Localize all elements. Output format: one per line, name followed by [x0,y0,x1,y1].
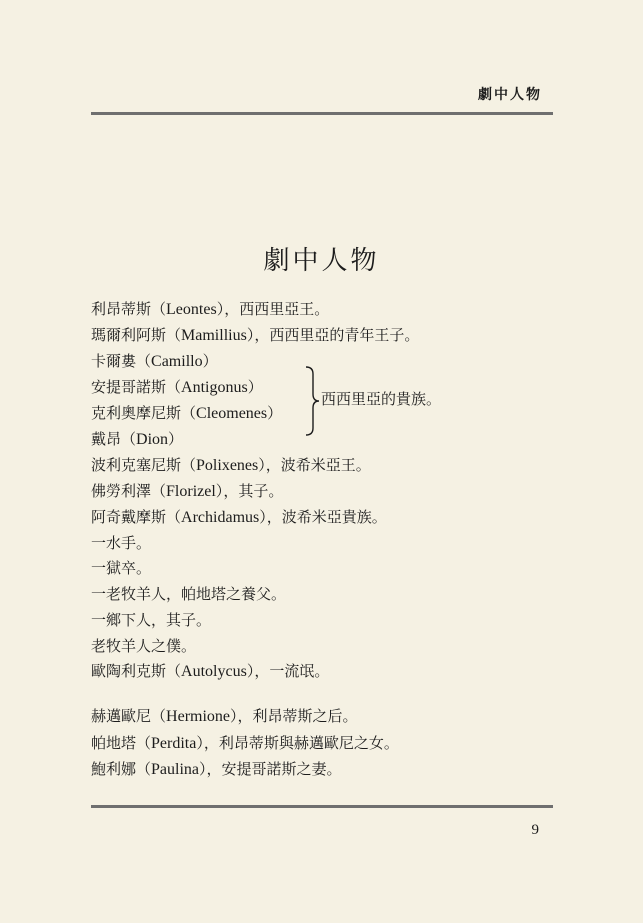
character-name: 波利克塞尼斯 [91,456,182,474]
page-number: 9 [531,822,539,838]
character-name: 佛勞利澤 [91,482,152,500]
noble-group-label: 西西里亞的貴族。 [321,390,442,408]
header-rule [91,112,553,115]
character-name: 阿奇戴摩斯 [91,508,167,526]
cast-text: 一老牧羊人，帕地塔之養父。 [91,585,287,603]
cast-text: 一水手。 [91,534,152,552]
cast-text: 一鄉下人，其子。 [91,611,212,629]
cast-line: 鮑利娜（Paulina），安提哥諾斯之妻。 [91,760,342,778]
cast-line: 阿奇戴摩斯（Archidamus），波希米亞貴族。 [91,508,387,526]
character-name: 鮑利娜 [91,760,137,778]
character-latin-name: Polixenes [196,457,259,474]
character-latin-name: Mamillius [181,327,247,344]
character-name: 帕地塔 [91,734,137,752]
character-latin-name: Archidamus [181,509,260,526]
character-description: ，西西里亞的青年王子。 [254,326,420,344]
cast-line: 戴昂（Dion） [91,430,184,448]
cast-line: 歐陶利克斯（Autolycus），一流氓。 [91,662,330,680]
character-latin-name: Florizel [166,483,216,500]
cast-line: 卡爾婁（Camillo） [91,352,218,370]
cast-text: 老牧羊人之僕。 [91,637,197,655]
cast-line: 克利奧摩尼斯（Cleomenes） [91,404,283,422]
cast-line: 佛勞利澤（Florizel），其子。 [91,482,284,500]
character-description: ，波希米亞貴族。 [266,508,387,526]
cast-line [91,636,196,656]
character-description: ，安提哥諾斯之妻。 [206,760,342,778]
cast-line: 帕地塔（Perdita），利昂蒂斯與赫邁歐尼之女。 [91,734,399,752]
running-head: 劇中人物 [478,87,542,103]
character-description: ，利昂蒂斯與赫邁歐尼之女。 [203,734,399,752]
cast-line [91,610,211,630]
character-description: ，其子。 [223,482,284,500]
character-name: 卡爾婁 [91,352,137,370]
cast-line: 安提哥諾斯（Antigonus） [91,378,263,396]
character-latin-name: Antigonus [181,379,248,396]
brace-icon [304,366,320,436]
cast-line: 波利克塞尼斯（Polixenes），波希米亞王。 [91,456,371,474]
character-name: 克利奧摩尼斯 [91,404,182,422]
character-name: 利昂蒂斯 [91,300,152,318]
cast-line [91,533,151,553]
cast-line [91,558,151,578]
character-latin-name: Camillo [151,353,203,370]
cast-line [91,584,286,604]
character-name: 戴昂 [91,430,122,448]
character-name: 赫邁歐尼 [91,707,152,725]
character-name: 瑪爾利阿斯 [91,326,167,344]
character-latin-name: Hermione [166,708,231,725]
cast-line: 利昂蒂斯（Leontes），西西里亞王。 [91,300,330,318]
page-title: 劇中人物 [263,246,380,276]
character-latin-name: Paulina [151,761,200,778]
character-latin-name: Cleomenes [196,405,268,422]
cast-line: 赫邁歐尼（Hermione），利昂蒂斯之后。 [91,707,358,725]
character-latin-name: Leontes [166,301,217,318]
character-name: 歐陶利克斯 [91,662,167,680]
character-description: ，西西里亞王。 [224,300,330,318]
character-description: ，波希米亞王。 [265,456,371,474]
cast-text: 一獄卒。 [91,559,152,577]
cast-line: 瑪爾利阿斯（Mamillius），西西里亞的青年王子。 [91,326,420,344]
character-latin-name: Autolycus [181,663,247,680]
character-name: 安提哥諾斯 [91,378,167,396]
footer-rule [91,805,553,808]
character-description: ，一流氓。 [254,662,330,680]
character-latin-name: Dion [136,431,169,448]
character-latin-name: Perdita [151,735,197,752]
character-description: ，利昂蒂斯之后。 [237,707,358,725]
